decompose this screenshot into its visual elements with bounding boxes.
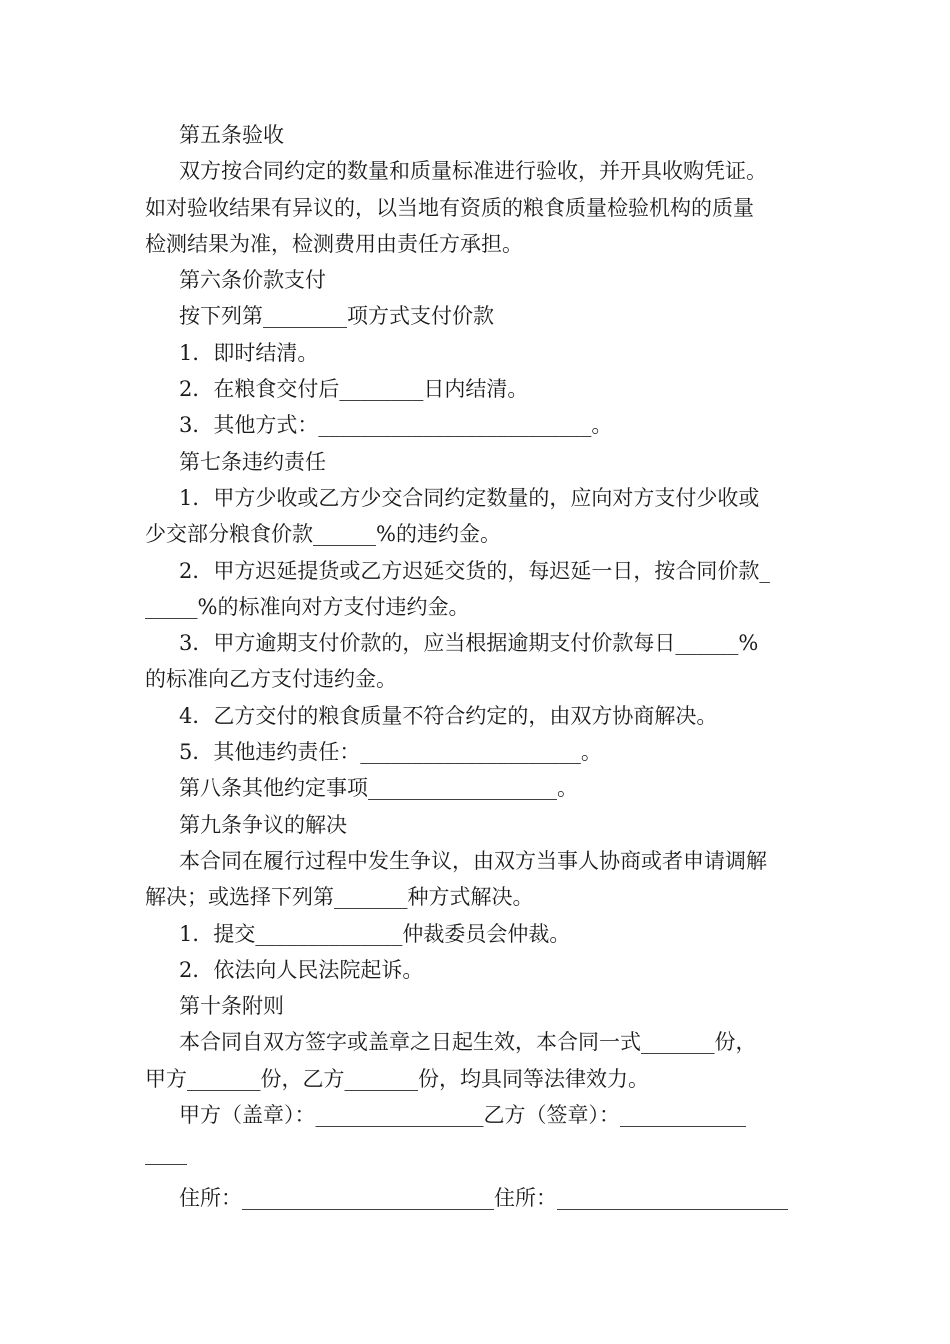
contract-line: 5．其他违约责任：_____________________。 xyxy=(179,740,602,765)
contract-line: 1．提交______________仲裁委员会仲裁。 xyxy=(179,921,571,946)
contract-line: 3．其他方式：__________________________。 xyxy=(179,413,613,438)
contract-line: 第五条验收 xyxy=(179,123,284,147)
contract-line: ____ xyxy=(145,1141,187,1166)
contract-line: 第七条违约责任 xyxy=(179,449,326,474)
contract-line: 的标准向乙方支付违约金。 xyxy=(145,667,397,692)
contract-line: 第八条其他约定事项__________________。 xyxy=(179,776,578,801)
contract-line: 第九条争议的解决 xyxy=(179,812,347,837)
contract-line: 解决；或选择下列第_______种方式解决。 xyxy=(145,885,534,910)
contract-line: 本合同自双方签字或盖章之日起生效，本合同一式_______份， xyxy=(179,1030,757,1055)
contract-line: 3．甲方逾期支付价款的，应当根据逾期支付价款每日______% xyxy=(179,631,759,656)
contract-line: 本合同在履行过程中发生争议，由双方当事人协商或者申请调解 xyxy=(179,848,767,873)
contract-line: 检测结果为准，检测费用由责任方承担。 xyxy=(145,231,523,256)
contract-line: 2．甲方迟延提货或乙方迟延交货的，每迟延一日，按合同价款_ xyxy=(179,558,770,583)
contract-line: 4．乙方交付的粮食质量不符合约定的，由双方协商解决。 xyxy=(179,703,718,728)
contract-line: 第十条附则 xyxy=(179,994,284,1019)
contract-line: 少交部分粮食价款______%的违约金。 xyxy=(145,522,501,547)
contract-line: 甲方（盖章）：________________乙方（签章）：____________ xyxy=(179,1103,746,1128)
contract-text-body xyxy=(145,117,810,1216)
contract-line: 如对验收结果有异议的，以当地有资质的粮食质量检验机构的质量 xyxy=(145,195,754,220)
contract-line: _____%的标准向对方支付违约金。 xyxy=(145,594,470,619)
contract-line: 住所：________________________住所：______________________ xyxy=(179,1185,788,1210)
contract-line: 2．在粮食交付后________日内结清。 xyxy=(179,377,529,402)
contract-line: 第六条价款支付 xyxy=(179,268,326,293)
contract-line: 2．依法向人民法院起诉。 xyxy=(179,957,424,982)
contract-line: 1．甲方少收或乙方少交合同约定数量的，应向对方支付少收或 xyxy=(179,485,760,510)
contract-line: 甲方_______份，乙方_______份，均具同等法律效力。 xyxy=(145,1066,649,1091)
contract-line: 双方按合同约定的数量和质量标准进行验收，并开具收购凭证。 xyxy=(179,159,767,184)
contract-line: 按下列第________项方式支付价款 xyxy=(179,304,494,329)
contract-line: 1．即时结清。 xyxy=(179,340,319,365)
